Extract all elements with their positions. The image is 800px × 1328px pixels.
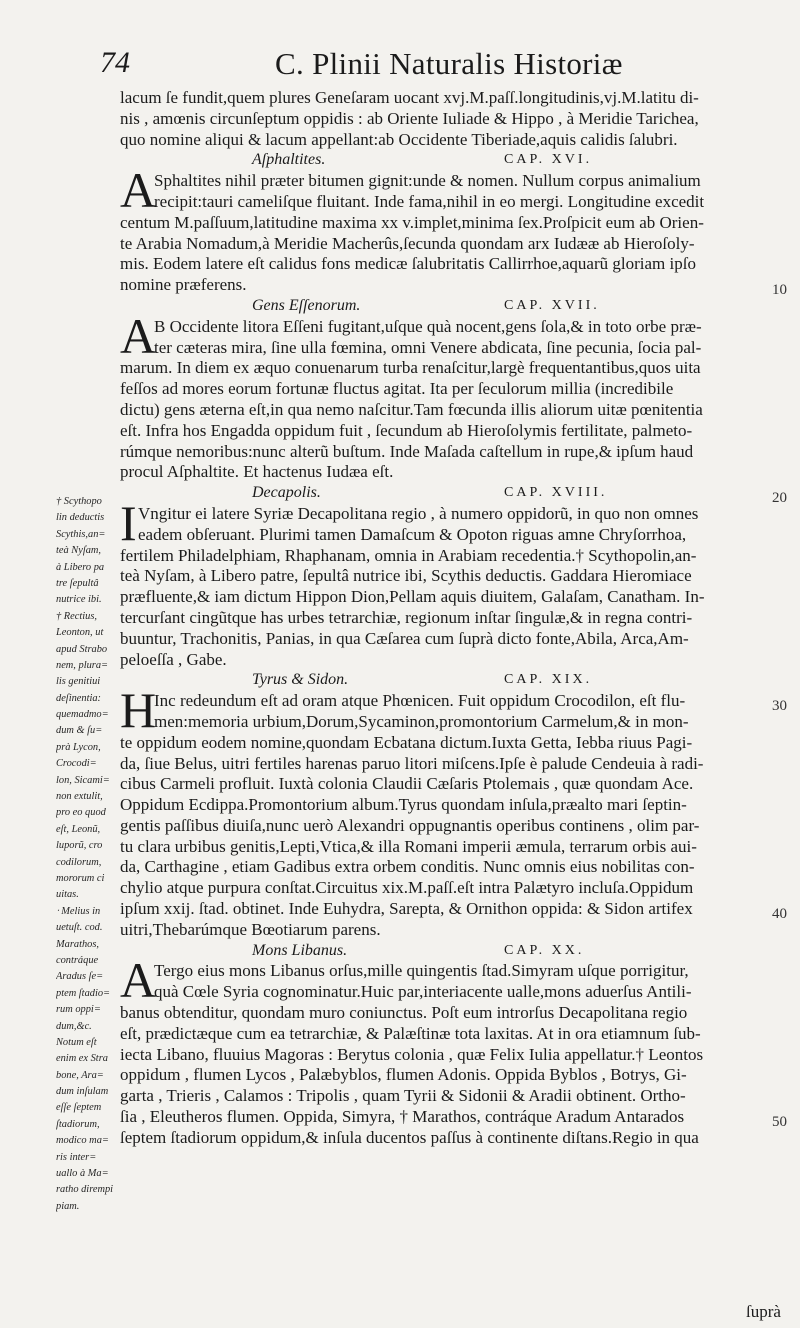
text-line: ipſum xxij. ſtad. obtinet. Inde Euhydra, Sarepta, & Ornithon oppida: & Sidon artifex [120, 899, 693, 919]
margin-note-line: ſtadiorum, [56, 1118, 100, 1130]
margin-note-line: rum oppi= [56, 1004, 101, 1016]
text-line: ſeptem ſtadiorum oppidum,& inſula ducentos paſſus à continente diſtans.Regio in qua [120, 1127, 699, 1147]
text-line: rúmque nemoribus:nunc alterũ buſtum. Inde Maſada caſtellum in rupe,& ipſum haud [120, 441, 694, 461]
chapter-paragraph [120, 952, 772, 1148]
text-line: dictu) gens æterna eſt,in qua nemo naſcitur.Tam fœcunda illis aliorum uitæ pœnitentia [120, 399, 703, 419]
margin-note-line: nem, plura= [56, 659, 109, 671]
text-line: eadem obſeruant. Plurimi tamen Damaſcum & Opoton riguas amne Chryſorrhoa, [138, 524, 687, 544]
chapter-heading [120, 670, 772, 691]
text-line: chylio atque purpura conſtat.Circuitus xix.M.paſſ.eſt intra Palætyro incluſa.Oppidum [120, 878, 694, 898]
text-line: te oppidum eodem nomine,quondam Ecbatana dictum.Iuxta Getta, Iebba riuus Pagi- [120, 732, 693, 752]
text-line: nomine præferens. [120, 275, 247, 295]
text-line: Tergo eius mons Libanus orſus,mille quingentis ſtad.Simyram uſque porrigitur, [154, 961, 689, 981]
chapter-heading [120, 296, 772, 317]
chapter-heading [120, 150, 772, 171]
margin-note-line: lin deductis [56, 512, 105, 524]
text-line: procul Aſphaltite. Et hactenus Iudæa eſt. [120, 462, 394, 482]
margin-notes [56, 494, 120, 1215]
text-line: tu clara urbibus genitis,Lepti,Vtica,& illa Romani imperii æmula, terrarum orbis aui- [120, 836, 697, 856]
drop-cap: A [120, 952, 157, 1009]
margin-note-line: eſt, Leonũ, [56, 823, 101, 835]
chapter-number: CAP. XVIII. [504, 485, 608, 501]
chapter-paragraph [120, 682, 772, 941]
text-line: præfluente,& iam dictum Hippon Dion,Pellam aquis diuitem, Galaſam, Canatham. In- [120, 587, 705, 607]
text-line: fertilem Philadelphiam, Rhaphanam, omnia in Arabiam recedentia.† Scythopolin,an- [120, 545, 697, 565]
text-line: peloeſſa , Gabe. [120, 649, 227, 669]
drop-cap: A [120, 162, 157, 219]
margin-note-line: enim ex Stra [56, 1053, 108, 1065]
text-line: te Arabia Nomadum,à Meridie Macherûs,ſecunda quondam arx Iudææ ab Hieroſoly- [120, 233, 695, 253]
text-line: Inc redeundum eſt ad oram atque Phœnicen. Fuit oppidum Crocodilon, eſt flu- [154, 691, 686, 711]
margin-note-line: dum inſulam [56, 1086, 109, 1098]
margin-note-line: uallo à Ma= [56, 1168, 109, 1180]
text-line: tercurſant cingũtque has urbes tetrarchiæ, regionum inſtar ſingulæ,& in regna contri- [120, 607, 693, 627]
chapter-paragraph [120, 162, 772, 296]
margin-note-line: ratho dirempi [56, 1184, 114, 1196]
margin-note-line: codilorum, [56, 856, 102, 868]
chapter-title: Aſphaltites. [252, 151, 326, 169]
main-text [120, 88, 772, 1149]
text-line: B Occidente litora Eſſeni fugitant,uſque quà nocent,gens ſola,& in toto orbe præ- [154, 316, 702, 336]
text-line: centum M.paſſuum,latitudine maxima xx v.implet,minima ſex.Proſpicit eum ab Orien- [120, 212, 704, 232]
text-line: eſt, prædictæque cum ea tetrarchiæ, & Palæſtinæ tota laxitas. At in ora etiamnum ſub- [120, 1023, 701, 1043]
margin-note-line: quemadmo= [56, 709, 109, 721]
drop-cap: I [120, 494, 137, 551]
margin-note-line: teà Nyſam, [56, 545, 102, 557]
margin-note-line: uitas. [56, 889, 79, 901]
text-line: ſia , Eleutheros flumen. Oppida, Simyra, † Marathos, contráque Aradum Antarados [120, 1107, 685, 1127]
margin-note-line: Aradus ſe= [56, 971, 104, 983]
margin-note-line: contráque [56, 954, 99, 966]
chapter-heading [120, 483, 772, 504]
chapter-number: CAP. XIX. [504, 672, 593, 688]
chapter-number: CAP. XX. [504, 942, 585, 958]
chapter-paragraph [120, 494, 772, 670]
margin-note-line: nutrice ibi. [56, 594, 102, 606]
text-line: da, ſiue Belus, uitri fertiles harenas paruo litori miſcens.Ipſe è palude Cendeuia à radi- [120, 753, 704, 773]
drop-cap: A [120, 307, 157, 364]
margin-note-line: prà Lycon, [56, 741, 101, 753]
line-number: 40 [772, 906, 787, 922]
margin-note-line: modico ma= [56, 1135, 109, 1147]
margin-note-line: ptem ſtadio= [56, 987, 111, 999]
text-line: garta , Trieris , Calamos : Tripolis , quam Tyrii & Sidonii & Aradii obtinent. Ortho- [120, 1086, 686, 1106]
page-header [100, 46, 750, 86]
margin-note-line: apud Strabo [56, 643, 108, 655]
text-line: Vngitur ei latere Syriæ Decapolitana regio , à numero oppidorũ, in quo non omnes [138, 503, 699, 523]
text-line: quo nomine aliqui & lacum appellant:ab Occidente Tiberiade,aquis calidis ſalubri. [120, 129, 678, 149]
text-line: uitri,Thebarúmque Bœotiarum parens. [120, 919, 381, 939]
page-number: 74 [100, 46, 130, 79]
running-title: C. Plinii Naturalis Historiæ [275, 46, 623, 81]
chapter-number: CAP. XVII. [504, 297, 600, 313]
margin-note-line: Marathos, [56, 938, 100, 950]
chapter-title: Mons Libanus. [252, 941, 348, 959]
chapter-title: Decapolis. [252, 484, 321, 502]
margin-note-line: lon, Sicami= [56, 774, 110, 786]
chapter-heading [120, 941, 772, 962]
text-line: marum. In diem ex æquo conuenarum turba renaſcitur,largè frequentantibus,quos uita [120, 358, 701, 378]
margin-note-line: dum,&c. [56, 1020, 92, 1032]
line-number: 30 [772, 698, 787, 714]
text-line: men:memoria urbium,Dorum,Sycaminon,promontorium Carmelum,& in mon- [154, 711, 689, 731]
line-number: 20 [772, 490, 787, 506]
text-line: iecta Libano, fluuius Magoras : Berytus colonia , quæ Felix Iulia appellatur.† Leontos [120, 1044, 704, 1064]
margin-note-line: † Rectius, [56, 610, 97, 622]
text-line: quà Cœle Syria cognominatur.Huic par,interiacente ualle,mons aduerſus Antili- [154, 982, 692, 1002]
margin-note-line: pro eo quod [56, 807, 106, 819]
text-line: nis , amœnis circunſeptum oppidis : ab Oriente Iuliade & Hippo , à Meridie Tarichea, [120, 108, 699, 128]
margin-note-line: non extulit, [56, 791, 103, 803]
catchword: ſuprà [746, 1302, 781, 1321]
margin-note-line: eſſe ſeptem [56, 1102, 102, 1114]
margin-note-line: Leonton, ut [56, 627, 104, 639]
line-number: 50 [772, 1114, 787, 1130]
text-line: buuntur, Trachonitis, Panias, in qua Cæſarea cum ſuprà dicto fonte,Abila, Arca,Am- [120, 628, 689, 648]
margin-note-line: bone, Ara= [56, 1069, 104, 1081]
text-line: Sphaltites nihil præter bitumen gignit:unde & nomen. Nullum corpus animalium [154, 171, 701, 191]
chapter-title: Tyrus & Sidon. [252, 671, 349, 689]
margin-note-line: luporũ, cro [56, 840, 103, 852]
margin-note-line: ris inter= [56, 1151, 97, 1163]
text-line: cibus Carmeli profluit. Iuxtà colonia Claudii Cæſaris Ptolemais , quæ quondam Ace. [120, 774, 694, 794]
margin-note-line: dum & ſu= [56, 725, 103, 737]
margin-note-line: Notum eſt [56, 1036, 97, 1048]
text-line: gentis paſſibus diuiſa,nunc uerò Alexandri oppugnantis operibus continens , olim par- [120, 815, 700, 835]
text-line: teà Nyſam, à Libero patre, ſepultâ nutrice ibi, Scythis deductis. Gaddara Hieromiace [120, 566, 692, 586]
line-number: 10 [772, 282, 787, 298]
margin-note-line: uetuſt. cod. [56, 922, 103, 934]
text-line: recipit:tauri cameliſque fluitant. Inde fama,nihil in eo mergi. Longitudine excedit [154, 191, 705, 211]
margin-note-line: Scythis,an= [56, 528, 106, 540]
text-line: lacum ſe fundit,quem plures Geneſaram uocant xvj.M.paſſ.longitudinis,vj.M.latitu di- [120, 88, 699, 107]
text-line: ter cæteras mira, ſine ulla fœmina, omni Venere abdicata, ſine pecunia, ſocia pal- [154, 337, 702, 357]
chapter-title: Gens Eſſenorum. [252, 296, 361, 314]
margin-note-line: lis genitiui [56, 676, 101, 688]
chapter-paragraph [120, 307, 772, 483]
drop-cap: H [120, 682, 157, 739]
text-line: eſt. Infra hos Engadda oppidum fuit , ſecundum ab Hieroſolymis fertilitate, palmeto- [120, 420, 693, 440]
text-line: mis. Eodem latere eſt calidus fons medicæ ſalubritatis Callirrhoe,aquarũ gloriam ipſo [120, 254, 696, 274]
margin-note-line: ᐧ Melius in [56, 905, 101, 917]
text-line: oppidum , flumen Lycos , Palæbyblos, flumen Adonis. Oppida Byblos , Botrys, Gi- [120, 1065, 687, 1085]
margin-note-line: mororum ci [56, 872, 105, 884]
text-line: Oppidum Ecdippa.Promontorium album.Tyrus quondam inſula,præalto mari ſeptin- [120, 795, 687, 815]
margin-note-line: Crocodi= [56, 758, 97, 770]
text-line: banus obtenditur, quondam muro coniunctus. Poſt eum introrſus Decapolitana regio [120, 1003, 688, 1023]
text-line: da, Carthagine , etiam Gadibus extra orbem conditis. Nunc omnis eius nobilitas con- [120, 857, 695, 877]
margin-note-line: deſinentia: [56, 692, 102, 704]
chapter-number: CAP. XVI. [504, 152, 593, 168]
text-line: feſſos ad mores eorum fortunæ fluctus agitat. Ita per ſeculorum millia (incredibile [120, 379, 674, 399]
margin-note-line: piam. [56, 1200, 80, 1212]
margin-note-line: † Scythopo [56, 496, 102, 507]
margin-note-line: à Libero pa [56, 561, 105, 573]
margin-note-line: tre ſepultâ [56, 577, 99, 589]
